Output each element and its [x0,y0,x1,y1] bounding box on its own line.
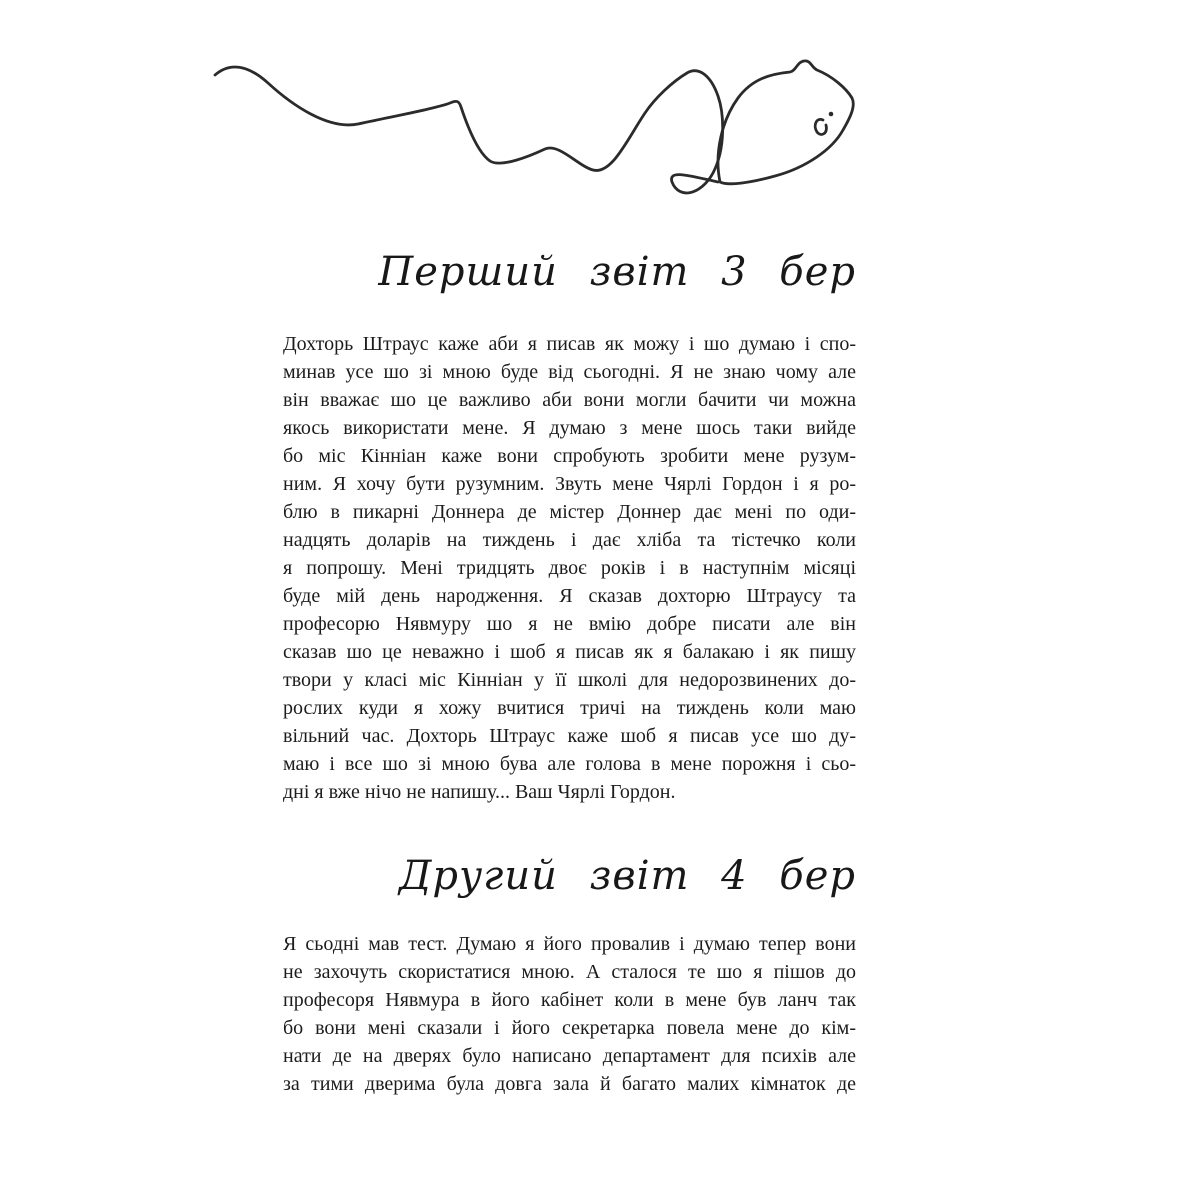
text-line: бо вони мені сказали і його секретарка повела мене до кім- [283,1017,856,1039]
text-line: минав усе шо зі мною буде від сьогодні. Я не знаю чому але [283,361,856,383]
text-line: маю і все шо зі мною бува але голова в мене порожня і сьо- [283,753,856,775]
report-body [283,930,856,1098]
text-line: рослих куди я хожу вчитися тричі на тиждень коли маю [283,697,856,719]
text-line: твори у класі міс Кінніан у її школі для недорозвинених до- [283,669,856,691]
text-line: професоря Нявмура в його кабінет коли в мене був ланч так [283,989,856,1011]
text-line: ним. Я хочу бути рузумним. Звуть мене Чярлі Гордон і я ро- [283,473,856,495]
mouse-eye-icon [815,119,826,134]
text-line: дні я вже нічо не напишу... Ваш Чярлі Гордон. [283,781,676,803]
report-heading: Перший звіт 3 бер [378,249,856,295]
report-heading: Другий звіт 4 бер [398,853,856,899]
text-line: за тими дверима була довга зала й багато малих кімнаток де [283,1073,856,1095]
text-line: я попрошу. Мені тридцять двоє років і в наступнім місяці [283,557,856,579]
text-line: сказав шо це неважно і шоб я писав як я балакаю і як пишу [283,641,856,663]
text-line: бо міс Кінніан каже вони спробують зробити мене рузум- [283,445,856,467]
text-line: якось використати мене. Я думаю з мене шось таки вийде [283,417,856,439]
text-line: професорю Нявмуру шо я не вмію добре писати але він [283,613,856,635]
text-line: вільний час. Дохторь Штраус каже шоб я писав усе шо ду- [283,725,856,747]
text-line: блю в пикарні Доннера де містер Доннер дає мені по оди- [283,501,856,523]
mouse-drawing-svg [200,56,860,201]
mouse-tail-line [215,67,723,193]
report-body [283,330,856,806]
mouse-eye-dot [829,112,834,117]
text-line: буде мій день народження. Я сказав дохторю Штраусу та [283,585,856,607]
text-line: він вважає шо це важливо аби вони могли бачити чи можна [283,389,856,411]
text-line: надцять доларів на тиждень і дає хліба та тістечко коли [283,529,856,551]
text-line: Дохторь Штраус каже аби я писав як можу і шо думаю і спо- [283,333,856,355]
text-line: нати де на дверях було написано департамент для психів але [283,1045,856,1067]
mouse-body-outline [718,61,853,184]
text-line: Я сьодні мав тест. Думаю я його провалив і думаю тепер вони [283,933,856,955]
mouse-illustration [200,56,860,201]
text-line: не захочуть скористатися мною. А сталося те шо я пішов до [283,961,856,983]
